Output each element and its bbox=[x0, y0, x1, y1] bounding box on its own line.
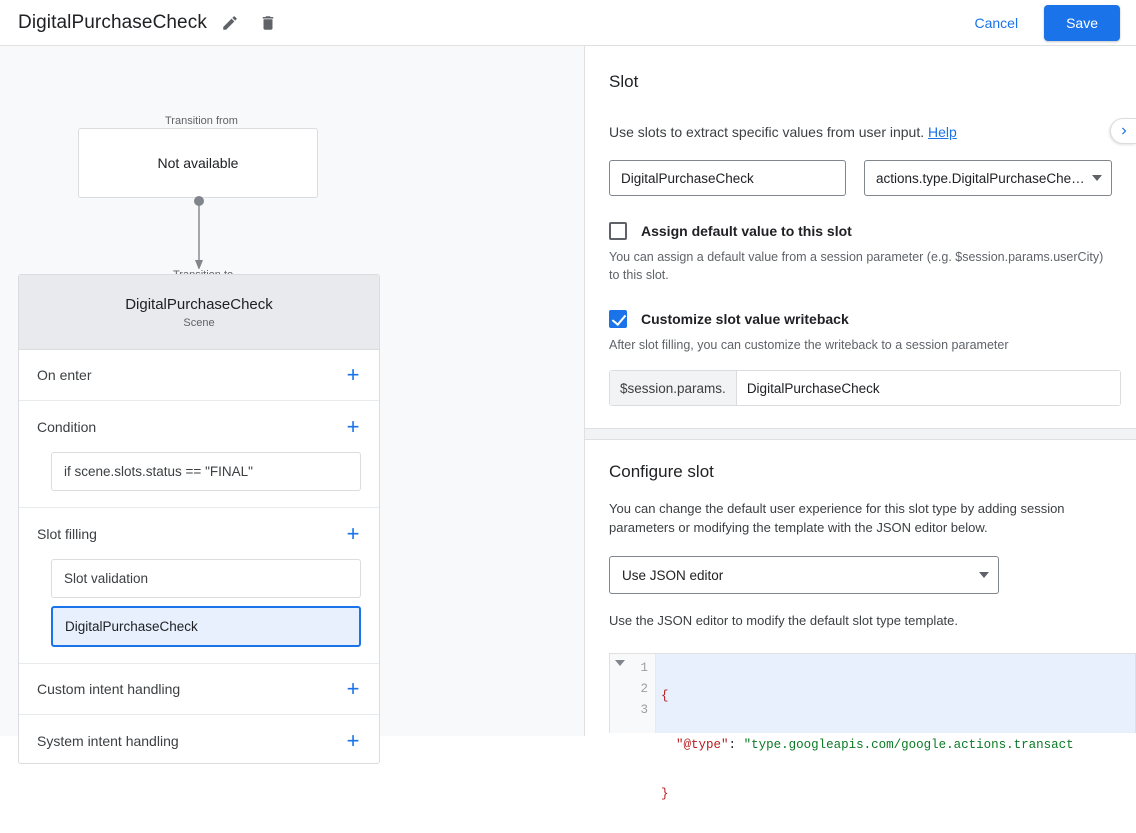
editor-mode-select[interactable] bbox=[609, 556, 999, 594]
line-number: 2 bbox=[640, 681, 648, 696]
json-open-brace: { bbox=[661, 688, 669, 703]
top-toolbar bbox=[0, 0, 1136, 46]
arrow-icon bbox=[193, 196, 205, 272]
scene-graph-pane bbox=[0, 46, 585, 753]
slot-description bbox=[609, 124, 1112, 140]
json-editor-gutter bbox=[610, 654, 656, 733]
section-divider bbox=[585, 428, 1136, 440]
section-custom-intent-label: Custom intent handling bbox=[37, 681, 181, 697]
slot-type-value: actions.type.DigitalPurchaseChe… bbox=[876, 170, 1085, 186]
code-line-2 bbox=[656, 735, 1135, 756]
assign-default-checkbox[interactable] bbox=[609, 222, 627, 240]
configure-slot-section bbox=[585, 440, 1136, 801]
json-key: "@type" bbox=[676, 737, 729, 752]
save-button[interactable]: Save bbox=[1044, 5, 1120, 41]
section-condition-header[interactable] bbox=[19, 401, 379, 452]
assign-default-help: You can assign a default value from a session parameter (e.g. $session.params.userCity) to this slot. bbox=[609, 250, 1104, 283]
transition-from-value: Not available bbox=[157, 155, 239, 171]
section-slot-filling bbox=[19, 508, 379, 664]
customize-writeback-row[interactable] bbox=[609, 310, 1112, 328]
graph-arrow bbox=[193, 196, 205, 272]
trash-icon-glyph bbox=[259, 14, 277, 32]
editor-hint: Use the JSON editor to modify the default slot type template. bbox=[609, 613, 959, 629]
configure-slot-title: Configure slot bbox=[609, 462, 714, 482]
scene-header[interactable] bbox=[19, 275, 379, 350]
pencil-icon-glyph bbox=[221, 14, 239, 32]
slot-name-input[interactable] bbox=[609, 160, 846, 196]
customize-writeback-help: After slot filling, you can customize the writeback to a session parameter bbox=[609, 338, 1009, 353]
transition-from-node[interactable] bbox=[78, 128, 318, 198]
scene-card bbox=[18, 274, 380, 764]
condition-item[interactable]: if scene.slots.status == "FINAL" bbox=[51, 452, 361, 491]
help-link[interactable]: Help bbox=[928, 124, 957, 140]
editor-mode-value: Use JSON editor bbox=[622, 567, 724, 583]
transition-from-label: Transition from bbox=[160, 115, 243, 127]
trash-icon[interactable] bbox=[253, 8, 283, 38]
slot-panel-title: Slot bbox=[609, 72, 639, 91]
cancel-button[interactable]: Cancel bbox=[960, 7, 1032, 39]
section-on-enter-label: On enter bbox=[37, 367, 92, 383]
customize-writeback-label: Customize slot value writeback bbox=[641, 311, 849, 328]
section-custom-intent-handling[interactable] bbox=[19, 664, 379, 715]
json-value: "type.googleapis.com/google.actions.transact bbox=[743, 737, 1074, 752]
add-system-intent-button[interactable]: + bbox=[346, 727, 360, 753]
json-editor-code[interactable] bbox=[656, 654, 1135, 801]
section-on-enter[interactable] bbox=[19, 350, 379, 401]
section-condition-label: Condition bbox=[37, 418, 97, 435]
main-split bbox=[0, 46, 1136, 801]
fold-arrow-icon[interactable] bbox=[615, 660, 625, 666]
scene-type: Scene bbox=[183, 316, 215, 329]
assign-default-row[interactable] bbox=[609, 222, 1112, 240]
line-number: 3 bbox=[640, 702, 648, 717]
chevron-down-icon bbox=[979, 572, 989, 578]
chevron-right-icon-glyph bbox=[1117, 124, 1131, 138]
add-slot-filling-button[interactable]: + bbox=[346, 520, 360, 546]
section-system-intent-label: System intent handling bbox=[37, 732, 179, 749]
section-condition bbox=[19, 401, 379, 508]
writeback-prefix: $session.params. bbox=[610, 371, 737, 405]
slot-type-select[interactable] bbox=[864, 160, 1112, 196]
section-system-intent-handling[interactable] bbox=[19, 715, 379, 766]
add-custom-intent-button[interactable]: + bbox=[346, 676, 360, 701]
slot-description-text: Use slots to extract specific values from user input. bbox=[609, 124, 925, 140]
writeback-input[interactable] bbox=[737, 371, 1120, 405]
line-number: 1 bbox=[640, 660, 648, 675]
writeback-field bbox=[609, 370, 1121, 406]
configure-slot-description: You can change the default user experience for this slot type by adding session parameters or modifying the template with the JSON editor below. bbox=[609, 501, 1065, 536]
add-on-enter-button[interactable]: + bbox=[346, 362, 360, 387]
code-line-3 bbox=[656, 784, 1135, 805]
page-title: DigitalPurchaseCheck bbox=[18, 11, 207, 33]
section-slot-filling-label: Slot filling bbox=[37, 525, 97, 542]
json-colon: : bbox=[728, 737, 737, 752]
assign-default-label: Assign default value to this slot bbox=[641, 223, 852, 239]
pencil-icon[interactable] bbox=[215, 8, 245, 38]
customize-writeback-checkbox[interactable] bbox=[609, 310, 627, 328]
slot-fields-row bbox=[609, 160, 1112, 196]
section-slot-filling-header[interactable] bbox=[19, 508, 379, 559]
chevron-down-icon bbox=[1092, 175, 1102, 181]
add-condition-button[interactable]: + bbox=[346, 413, 360, 439]
slot-details-pane bbox=[585, 46, 1136, 801]
json-close-brace: } bbox=[661, 786, 669, 801]
slot-item-digitalpurchasecheck[interactable]: DigitalPurchaseCheck bbox=[51, 606, 361, 647]
slot-validation-item[interactable]: Slot validation bbox=[51, 559, 361, 598]
chevron-right-icon[interactable] bbox=[1110, 118, 1136, 144]
json-editor[interactable] bbox=[609, 653, 1136, 801]
scene-name: DigitalPurchaseCheck bbox=[125, 295, 273, 313]
slot-section bbox=[585, 46, 1136, 406]
code-line-1 bbox=[656, 686, 1135, 707]
